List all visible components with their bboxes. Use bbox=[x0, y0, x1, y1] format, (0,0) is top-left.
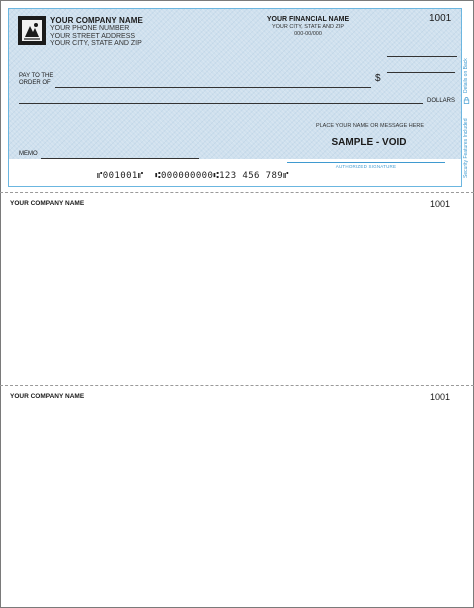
stub-company-name: YOUR COMPANY NAME bbox=[10, 200, 85, 207]
company-street: YOUR STREET ADDRESS bbox=[50, 32, 136, 40]
stub-check-number: 1001 bbox=[430, 199, 451, 209]
company-address-block bbox=[50, 16, 143, 48]
company-logo bbox=[18, 16, 46, 45]
custom-message: PLACE YOUR NAME OR MESSAGE HERE bbox=[315, 123, 425, 129]
payee-line bbox=[55, 87, 371, 88]
perforation-line bbox=[0, 385, 474, 386]
lock-icon bbox=[463, 97, 470, 104]
company-city: YOUR CITY, STATE AND ZIP bbox=[50, 40, 142, 47]
memo-line bbox=[41, 158, 199, 159]
bank-city: YOUR CITY, STATE AND ZIP bbox=[271, 24, 345, 30]
pay-to-label bbox=[19, 73, 53, 87]
amount-field bbox=[387, 72, 455, 90]
micr-line: ⑈001001⑈ ⑆000000000⑆123 456 789⑈ bbox=[97, 171, 289, 181]
bank-name: YOUR FINANCIAL NAME bbox=[266, 16, 350, 23]
signature-label: AUTHORIZED SIGNATURE bbox=[335, 164, 397, 169]
security-side-strip bbox=[461, 8, 472, 185]
company-name: YOUR COMPANY NAME bbox=[50, 16, 143, 25]
routing-fraction: 000-00/000 bbox=[294, 31, 322, 37]
perforation-line bbox=[0, 192, 474, 193]
pay-to-line2: ORDER OF bbox=[19, 80, 51, 86]
details-on-back-text: Details on Back bbox=[463, 58, 469, 93]
memo-label: MEMO bbox=[19, 151, 38, 157]
void-text: SAMPLE - VOID bbox=[331, 137, 407, 148]
stub-check-number: 1001 bbox=[430, 392, 451, 402]
company-phone: YOUR PHONE NUMBER bbox=[50, 25, 130, 32]
logo-icon bbox=[22, 20, 42, 41]
check-number: 1001 bbox=[429, 13, 452, 24]
dollars-label: DOLLARS bbox=[427, 98, 456, 104]
bank-block bbox=[259, 16, 357, 38]
amount-words-line bbox=[19, 103, 423, 104]
signature-line bbox=[287, 162, 445, 163]
date-line bbox=[387, 56, 457, 57]
stub-company-name: YOUR COMPANY NAME bbox=[10, 393, 85, 400]
security-features-text: Security Features Included bbox=[463, 118, 469, 178]
dollar-sign: $ bbox=[375, 73, 381, 84]
pay-to-line1: PAY TO THE bbox=[19, 73, 54, 79]
check bbox=[8, 8, 462, 187]
